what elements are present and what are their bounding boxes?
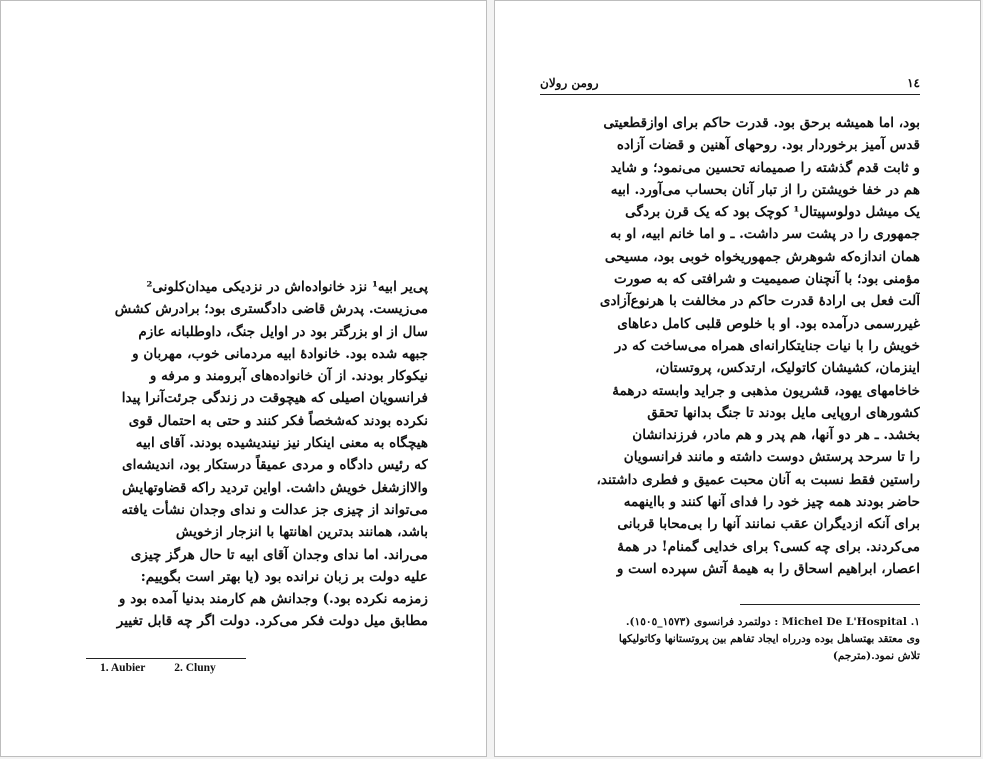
- text-line: بود، اما همیشه برحق بود. قدرت حاکم برای اوازقطعیتی: [603, 115, 920, 131]
- running-head: [540, 74, 920, 94]
- running-title: رومن رولان: [540, 76, 599, 90]
- text-line: خویش را با نیات جنایتکارانه‌ای همراه می‌ساخت که در: [614, 337, 920, 354]
- footnote-line: تلاش نمود.(مترجم): [832, 650, 920, 662]
- text-line: می‌زیست. پدرش قاضی دادگستری بود؛ برادرش کشش: [114, 301, 428, 318]
- text-line: اینزمان، کشیشان کاتولیک، ارتدکس، پروتستان،: [655, 360, 920, 377]
- text-line: نیکوکار بودند. از آن خانواده‌های آبرومند و مرفه و: [149, 368, 428, 385]
- left-page-body-text: [90, 276, 428, 633]
- text-line: اعصار، ابراهیم اسحاق را به هیمهٔ آتش سپرده است و: [616, 560, 920, 577]
- text-line: فرانسویان اصیلی که هیچوقت در زندگی جرئت‌آنرا پیدا: [121, 390, 428, 407]
- page-number: ١٤: [907, 76, 920, 90]
- footnote-line: وی معتقد بهتساهل بوده ودرراه ایجاد تفاهم بین پروتستانها وکاتولیکها: [618, 633, 920, 645]
- footnote: 1. Aubier: [100, 662, 146, 674]
- text-line: آلت فعل بی ارادهٔ قدرت حاکم در مخالفت با هرنوع‌آزادی: [599, 293, 920, 310]
- text-line: که رئیس دادگاه و مردی عمیقاً درستکار بود، اندیشه‌ای: [121, 457, 428, 474]
- text-line: می‌تواند از چیزی جز عدالت و ندای وجدان نشأت یافته: [121, 501, 428, 518]
- header-rule: [540, 94, 920, 95]
- text-line: جمهوری را در پشت سر داشت. ـ و اما خانم ابیه، او به: [610, 226, 920, 243]
- footnote: 2. Cluny: [174, 662, 216, 674]
- footnote-line: ١. Michel De L'Hospital : دولتمرد فرانسوی (١٥٧٣_١٥٠٥).: [625, 616, 920, 628]
- right-footnote-rule: [740, 604, 920, 605]
- text-line: والاازشغل خویش داشت. اواین تردید راکه قضاوتهایش: [122, 479, 428, 496]
- text-line: هیچگاه به معنی اینکار نیز نیندیشیده بودند. آقای ابیه: [135, 435, 428, 452]
- text-line: هم در خفا خویشتن را از تبار آنان بحساب می‌آورد. ابیه: [610, 181, 920, 198]
- text-line: یک میشل دولوسپیتال¹ کوچک بود که یک قرن بردگی: [625, 204, 920, 221]
- text-line: علیه دولت بر زبان نرانده بود (یا بهتر است بگوییم:: [140, 568, 428, 585]
- text-line: سال از او بزرگتر بود در اوایل جنگ، داوطلبانه عازم: [138, 323, 428, 340]
- text-line: راستین فقط نسبت به آنان محبت عمیق و فطری داشتند،: [596, 471, 920, 488]
- right-page-body-text: [540, 112, 920, 580]
- text-line: خاخامهای یهود، قشریون مذهبی و جراید وابسته درهمهٔ: [612, 382, 920, 399]
- text-line: و ثابت قدم گذشته را صمیمانه تحسین می‌نمود؛ و شاید: [610, 159, 920, 176]
- text-line: پی‌یر ابیه¹ نزد خانواده‌اش در نزدیکی میدان‌کلونی²: [146, 279, 428, 295]
- text-line: می‌کردند. برای چه کسی؟ برای خدایی گمنام! در همهٔ: [617, 538, 920, 555]
- text-line: باشد، همانند بدترین اهانتها با انزجار ازخویش: [175, 524, 428, 541]
- text-line: حاضر بودند همه چیز خود را فدای آنها کنند و بااینهمه: [623, 494, 920, 511]
- left-footnotes: [100, 662, 260, 674]
- text-line: مطابق میل دولت فکر می‌کرد. دولت اگر چه قابل تغییر: [116, 613, 428, 630]
- text-line: می‌راند. اما ندای وجدان آقای ابیه تا حال هرگز چیزی: [130, 546, 428, 563]
- text-line: غیررسمی درآمده بود. او با خلوص قلبی کامل دعاهای: [617, 315, 920, 332]
- right-footnotes: [548, 614, 920, 665]
- text-line: را تا سرحد پرستش دوست داشته و مانند فرانسویان: [623, 449, 920, 466]
- text-line: نکرده بودند که‌شخصاً فکر کنند و حتی به احتمال قوی: [128, 412, 428, 429]
- text-line: مؤمنی بود؛ با آنچنان صمیمیت و شرافتی که به صورت: [613, 271, 920, 288]
- text-line: قدس آمیز برخوردار بود. روحهای آهنین و قضات آزاده: [616, 137, 920, 154]
- text-line: برای آنکه ازدیگران عقب نمانند آنها را بی‌محابا قربانی: [617, 516, 920, 533]
- left-footnote-rule: [86, 658, 246, 659]
- text-line: زمزمه نکرده بود.) وجدانش هم کارمند بدنیا آمده بود و: [118, 591, 428, 608]
- text-line: کشورهای اروپایی مایل بودند تا جنگ بدانها تحقق: [647, 404, 920, 421]
- text-line: جبهه شده بود. خانوادهٔ ابیه مردمانی خوب، مهربان و: [132, 345, 428, 362]
- text-line: همان اندازه‌که شوهرش جمهوریخواه خوبی بود، مسیحی: [604, 248, 920, 265]
- text-line: بخشد. ـ هر دو آنها، هم پدر و هم مادر، فرزندانشان: [632, 427, 920, 444]
